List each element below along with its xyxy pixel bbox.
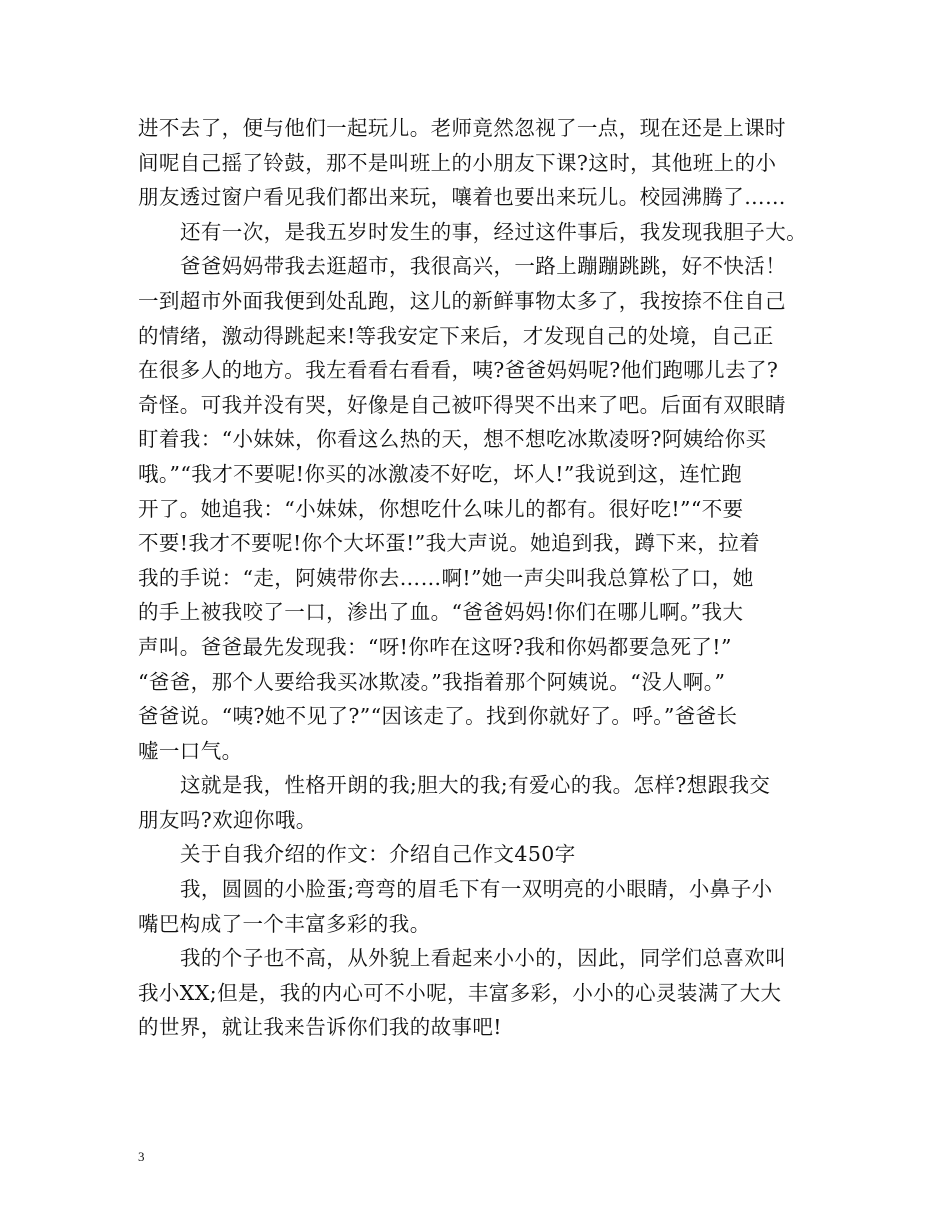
text-line: 我小XX;但是，我的内心可不小呢，丰富多彩，小小的心灵装满了大大 xyxy=(138,980,782,1005)
text-line: 爸爸说。“咦?她不见了?”“因该走了。找到你就好了。呼。”爸爸长 xyxy=(138,704,738,729)
text-line: 间呢自己摇了铃鼓，那不是叫班上的小朋友下课?这时，其他班上的小 xyxy=(138,150,777,175)
text-line: 还有一次，是我五岁时发生的事，经过这件事后，我发现我胆子大。 xyxy=(180,219,807,244)
paragraph xyxy=(138,768,828,837)
text-line: 在很多人的地方。我左看看右看看，咦?爸爸妈妈呢?他们跑哪儿去了? xyxy=(138,358,779,383)
text-line: 我，圆圆的小脸蛋;弯弯的眉毛下有一双明亮的小眼睛，小鼻子小 xyxy=(180,877,773,902)
text-line: 哦。”“我才不要呢!你买的冰激凌不好吃，坏人!”我说到这，连忙跑 xyxy=(138,461,742,486)
text-line: 这就是我，性格开朗的我;胆大的我;有爱心的我。怎样?想跟我交 xyxy=(180,773,771,798)
text-line: 朋友透过窗户看见我们都出来玩，嚷着也要出来玩儿。校园沸腾了…… xyxy=(138,185,786,210)
text-line: 声叫。爸爸最先发现我：“呀!你咋在这呀?我和你妈都要急死了!” xyxy=(138,634,732,659)
text-line: “爸爸，那个人要给我买冰欺凌。”我指着那个阿姨说。“没人啊。” xyxy=(138,669,726,694)
paragraph xyxy=(138,941,828,1045)
paragraph xyxy=(138,249,828,768)
text-line: 嘘一口气。 xyxy=(138,738,243,763)
text-line: 一到超市外面我便到处乱跑，这儿的新鲜事物太多了，我按捺不住自己 xyxy=(138,288,786,313)
text-line: 爸爸妈妈带我去逛超市，我很高兴，一路上蹦蹦跳跳，好不快活！ xyxy=(180,254,787,279)
paragraph xyxy=(138,215,828,250)
text-line: 的世界，就让我来告诉你们我的故事吧! xyxy=(138,1015,502,1040)
paragraph xyxy=(138,111,828,215)
text-line: 嘴巴构成了一个丰富多彩的我。 xyxy=(138,911,431,936)
text-line: 进不去了，便与他们一起玩儿。老师竟然忽视了一点，现在还是上课时 xyxy=(138,116,786,140)
text-line: 我的个子也不高，从外貌上看起来小小的，因此，同学们总喜欢叫 xyxy=(180,946,787,971)
text-line: 我的手说：“走，阿姨带你去……啊!”她一声尖叫我总算松了口，她 xyxy=(138,565,754,590)
text-line: 的手上被我咬了一口，渗出了血。“爸爸妈妈!你们在哪儿啊。”我大 xyxy=(138,600,744,625)
document-body xyxy=(138,111,828,1045)
page-number: 3 xyxy=(138,1149,145,1164)
paragraph xyxy=(138,872,828,941)
text-line: 不要!我才不要呢!你个大坏蛋!”我大声说。她追到我，蹲下来，拉着 xyxy=(138,531,760,556)
text-line: 关于自我介绍的作文：介绍自己作文450字 xyxy=(180,842,576,867)
text-line: 奇怪。可我并没有哭，好像是自己被吓得哭不出来了吧。后面有双眼睛 xyxy=(138,392,786,417)
text-line: 开了。她追我：“小妹妹，你想吃什么味儿的都有。很好吃!”“不要 xyxy=(138,496,744,521)
text-line: 的情绪，激动得跳起来!等我安定下来后，才发现自己的处境，自己正 xyxy=(138,323,774,348)
paragraph xyxy=(138,837,828,872)
text-line: 盯着我：“小妹妹，你看这么热的天，想不想吃冰欺凌呀?阿姨给你买 xyxy=(138,427,767,452)
text-line: 朋友吗?欢迎你哦。 xyxy=(138,807,317,832)
